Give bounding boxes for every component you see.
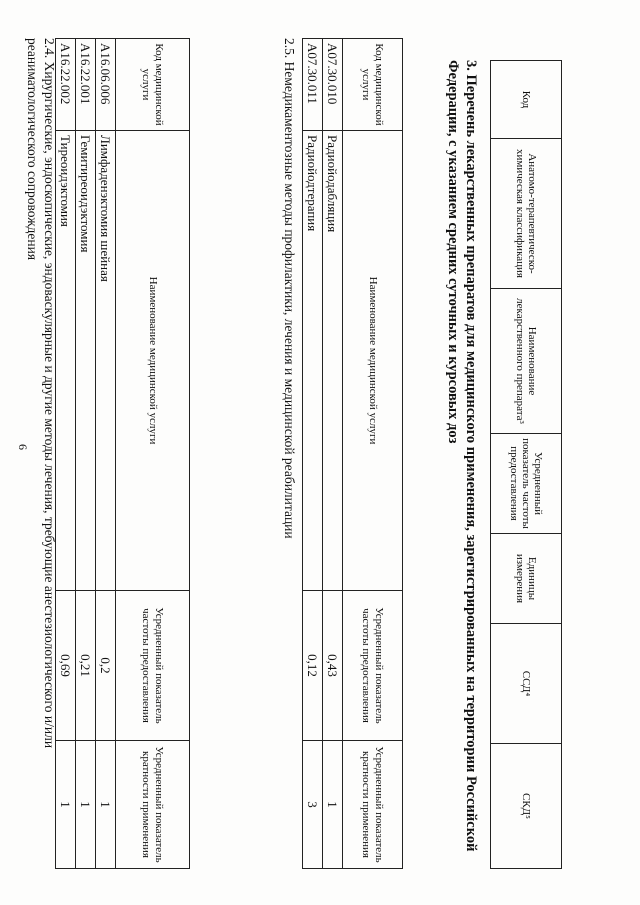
multiplicity-value: 1 [76, 741, 96, 869]
frequency-value: 0,12 [303, 591, 323, 741]
service-code: A16.22.002 [56, 39, 76, 131]
service-name: Тиреоидэктомия [56, 131, 76, 591]
section-2-4-title: 2.4. Хирургические, эндоскопические, эндоваскулярные и другие методы лечения, требующие анестезиологического и/или реаниматологического сопровождения [25, 38, 57, 749]
service-name: Радиойодтерапия [303, 131, 323, 591]
service-code: A16.22.001 [76, 39, 96, 131]
header-name: Наименование медицинской услуги [343, 131, 403, 591]
header-code: Код медицинской услуги [343, 39, 403, 131]
table-header-row [491, 61, 562, 869]
header-frequency: Усредненный показатель частоты предоставления [343, 591, 403, 741]
service-name: Лимфаденэктомия шейная [96, 131, 116, 591]
service-name: Радиойодабляция [323, 131, 343, 591]
multiplicity-value: 1 [323, 741, 343, 869]
header-atc: Анатомо-терапевтическо-химическая классификация [491, 139, 562, 289]
table-header-row [116, 39, 190, 869]
table-2-4 [55, 38, 190, 869]
multiplicity-value: 3 [303, 741, 323, 869]
header-multiplicity: Усредненный показатель кратности применения [343, 741, 403, 869]
frequency-value: 0,21 [76, 591, 96, 741]
service-name: Гемитиреоидэктомия [76, 131, 96, 591]
page-number: 6 [16, 444, 30, 450]
header-units: Единицы измерения [491, 534, 562, 624]
multiplicity-value: 1 [96, 741, 116, 869]
header-frequency: Усредненный показатель частоты предоставления [116, 591, 190, 741]
table-row [96, 39, 116, 869]
frequency-value: 0,43 [323, 591, 343, 741]
frequency-value: 0,2 [96, 591, 116, 741]
table-3-header [490, 60, 562, 869]
service-code: A07.30.011 [303, 39, 323, 131]
service-code: A16.06.006 [96, 39, 116, 131]
section-2-5-title: 2.5. Немедикаментозные методы профилактики, лечения и медицинской реабилитации [282, 38, 297, 539]
table-row [56, 39, 76, 869]
header-name: Наименование медицинской услуги [116, 131, 190, 591]
header-code: Код [491, 61, 562, 139]
frequency-value: 0,69 [56, 591, 76, 741]
table-row [76, 39, 96, 869]
header-code: Код медицинской услуги [116, 39, 190, 131]
table-row [303, 39, 323, 869]
service-code: A07.30.010 [323, 39, 343, 131]
table-2-5 [302, 38, 403, 869]
header-skd: СКД⁵ [491, 744, 562, 869]
header-ssd: ССД⁴ [491, 624, 562, 744]
header-multiplicity: Усредненный показатель кратности применения [116, 741, 190, 869]
header-frequency: Усредненный показатель частоты предоставления [491, 434, 562, 534]
table-row [323, 39, 343, 869]
header-drug-name: Наименование лекарственного препарата³ [491, 289, 562, 434]
table-header-row [343, 39, 403, 869]
section-3-title: 3. Перечень лекарственных препаратов для медицинского применения, зарегистрированных на территории Российской Федерации, с указанием средних суточных и курсовых доз [445, 60, 479, 852]
multiplicity-value: 1 [56, 741, 76, 869]
